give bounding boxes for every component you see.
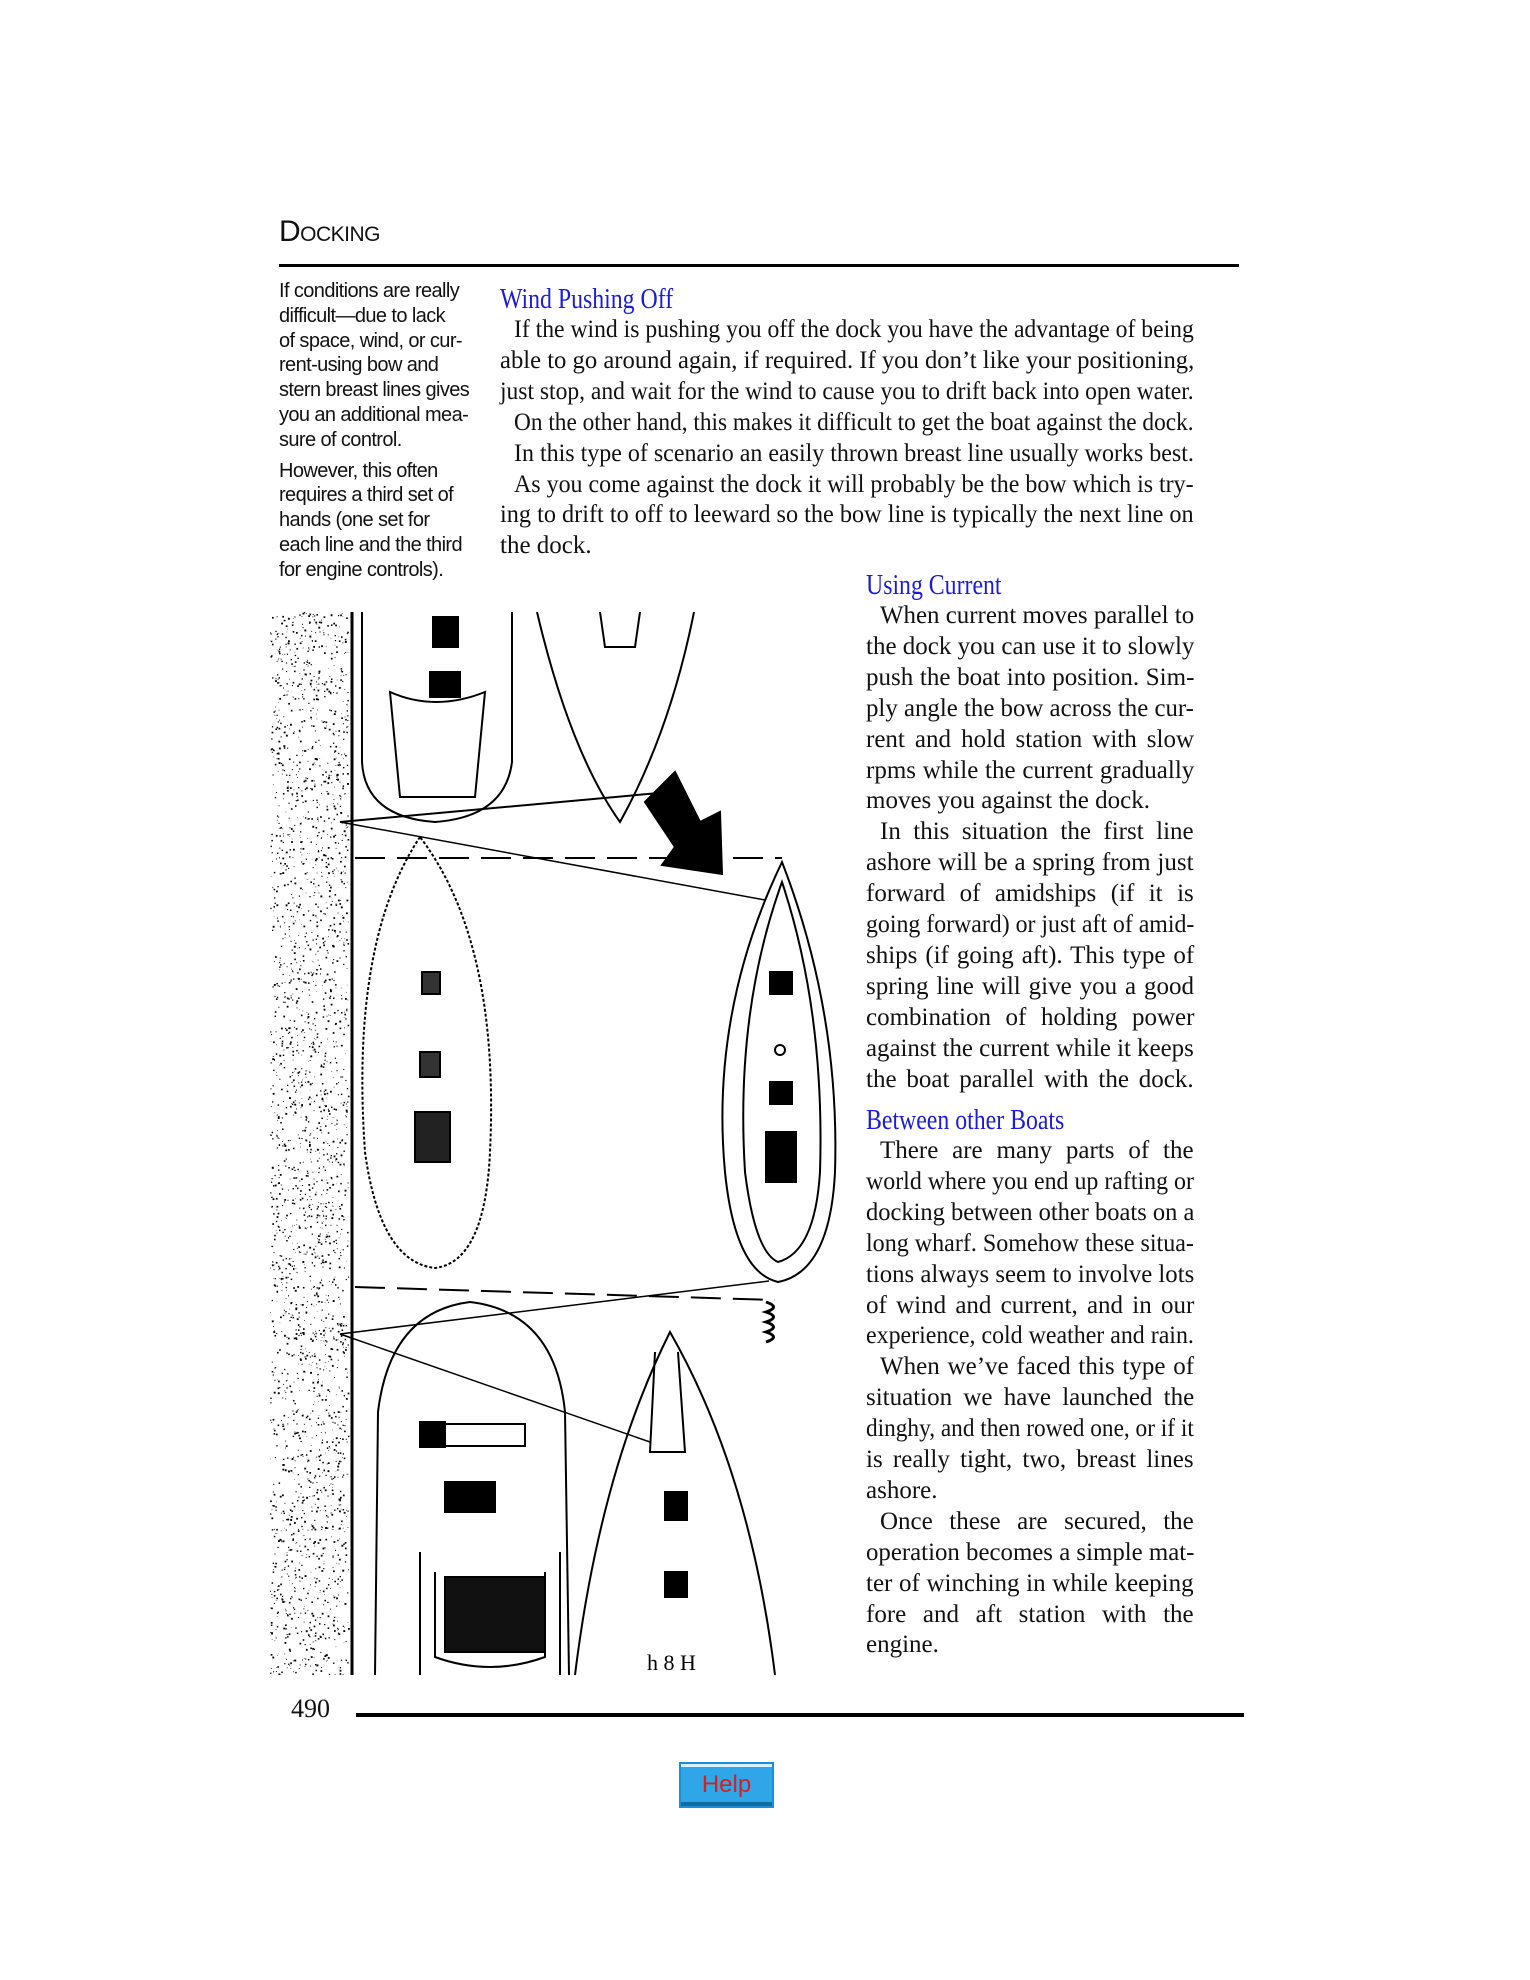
sidebar-line: requires a third set of [279,484,454,507]
paragraph-line: ply angle the bow across the cur- [866,694,1194,722]
paragraph-line: able to go around again, if required. If you don’t like your positioning, [500,346,1195,374]
paragraph-line: forward of amidships (if it is [866,880,1194,908]
paragraph-line: world where you end up rafting or [866,1167,1194,1195]
paragraph-line: spring line will give you a good [866,972,1195,1000]
footer-rule [356,1713,1244,1717]
paragraph-line: In this type of scenario an easily thrown breast line usually works best. [514,439,1194,467]
paragraph-line: the dock. [500,532,592,560]
paragraph-line: rent and hold station with slow [866,725,1194,753]
paragraph-line: Once these are secured, the [880,1507,1194,1535]
paragraph-line: ing to drift to off to leeward so the bow line is typically the next line on [500,501,1194,529]
paragraph-line: On the other hand, this makes it difficult to get the boat against the dock. [514,408,1194,436]
paragraph-line: is really tight, two, breast lines [866,1446,1194,1473]
paragraph-line: If the wind is pushing you off the dock you have the advantage of being [514,316,1194,343]
paragraph-line: combination of holding power [866,1003,1195,1031]
paragraph-line: long wharf. Somehow these situa- [866,1229,1194,1257]
section-heading: Wind Pushing Off [500,284,674,315]
sidebar-line: rent-using bow and [279,354,439,377]
paragraph-line: push the boat into position. Sim- [866,663,1195,691]
sidebar-line: stern breast lines gives [279,379,470,402]
paragraph-line: engine. [866,1631,939,1659]
paragraph-line: dinghy, and then rowed one, or if it [866,1415,1194,1443]
help-button[interactable]: Help [679,1762,774,1808]
paragraph-line: against the current while it keeps [866,1034,1194,1062]
paragraph-line: docking between other boats on a [866,1198,1195,1226]
paragraph-line: ships (if going aft). This type of [866,941,1195,969]
section-heading: Using Current [866,570,1002,601]
sidebar-line: you an additional mea- [279,404,469,426]
paragraph-line: When current moves parallel to [880,602,1195,629]
paragraph-line: just stop, and wait for the wind to cause you to drift back into open water. [500,377,1194,405]
paragraph-line: going forward) or just aft of amid- [866,911,1195,938]
sidebar-line: for engine controls). [279,558,444,581]
docking-diagram [270,612,856,1675]
paragraph-line: tions always seem to involve lots [866,1260,1195,1288]
dock-texture [270,612,350,1675]
sidebar-line: If conditions are really [279,280,460,302]
paragraph-line: When we’ve faced this type of [880,1353,1195,1381]
paragraph-line: experience, cold weather and rain. [866,1322,1194,1350]
paragraph-line: ashore will be a spring from just [866,849,1194,877]
svg-text:h 8 H: h 8 H [647,1650,696,1675]
section-heading: Between other Boats [866,1105,1065,1136]
sidebar-line: difficult—due to lack [279,304,446,327]
page-title: Docking [279,215,381,248]
paragraph-line: fore and aft station with the [866,1600,1194,1628]
paragraph-line: moves you against the dock. [866,787,1150,815]
sidebar-line: sure of control. [279,428,402,451]
paragraph-line: ter of winching in while keeping [866,1569,1194,1597]
sidebar-line: each line and the third [279,534,463,556]
paragraph-line: the boat parallel with the dock. [866,1065,1194,1093]
paragraph-line: the dock you can use it to slowly [866,632,1195,660]
paragraph-line: operation becomes a simple mat- [866,1538,1195,1566]
sidebar-line: of space, wind, or cur- [279,329,462,352]
paragraph-line: situation we have launched the [866,1384,1195,1412]
sidebar-line: However, this often [279,459,438,482]
paragraph-line: As you come against the dock it will probably be the bow which is try- [514,470,1194,498]
header-rule [279,264,1239,267]
paragraph-line: of wind and current, and in our [866,1291,1195,1319]
paragraph-line: rpms while the current gradually [866,756,1195,784]
sidebar-line: hands (one set for [279,509,430,532]
paragraph-line: There are many parts of the [880,1137,1194,1164]
paragraph-line: In this situation the first line [880,818,1194,846]
paragraph-line: ashore. [866,1476,938,1504]
page-number: 490 [291,1694,330,1723]
